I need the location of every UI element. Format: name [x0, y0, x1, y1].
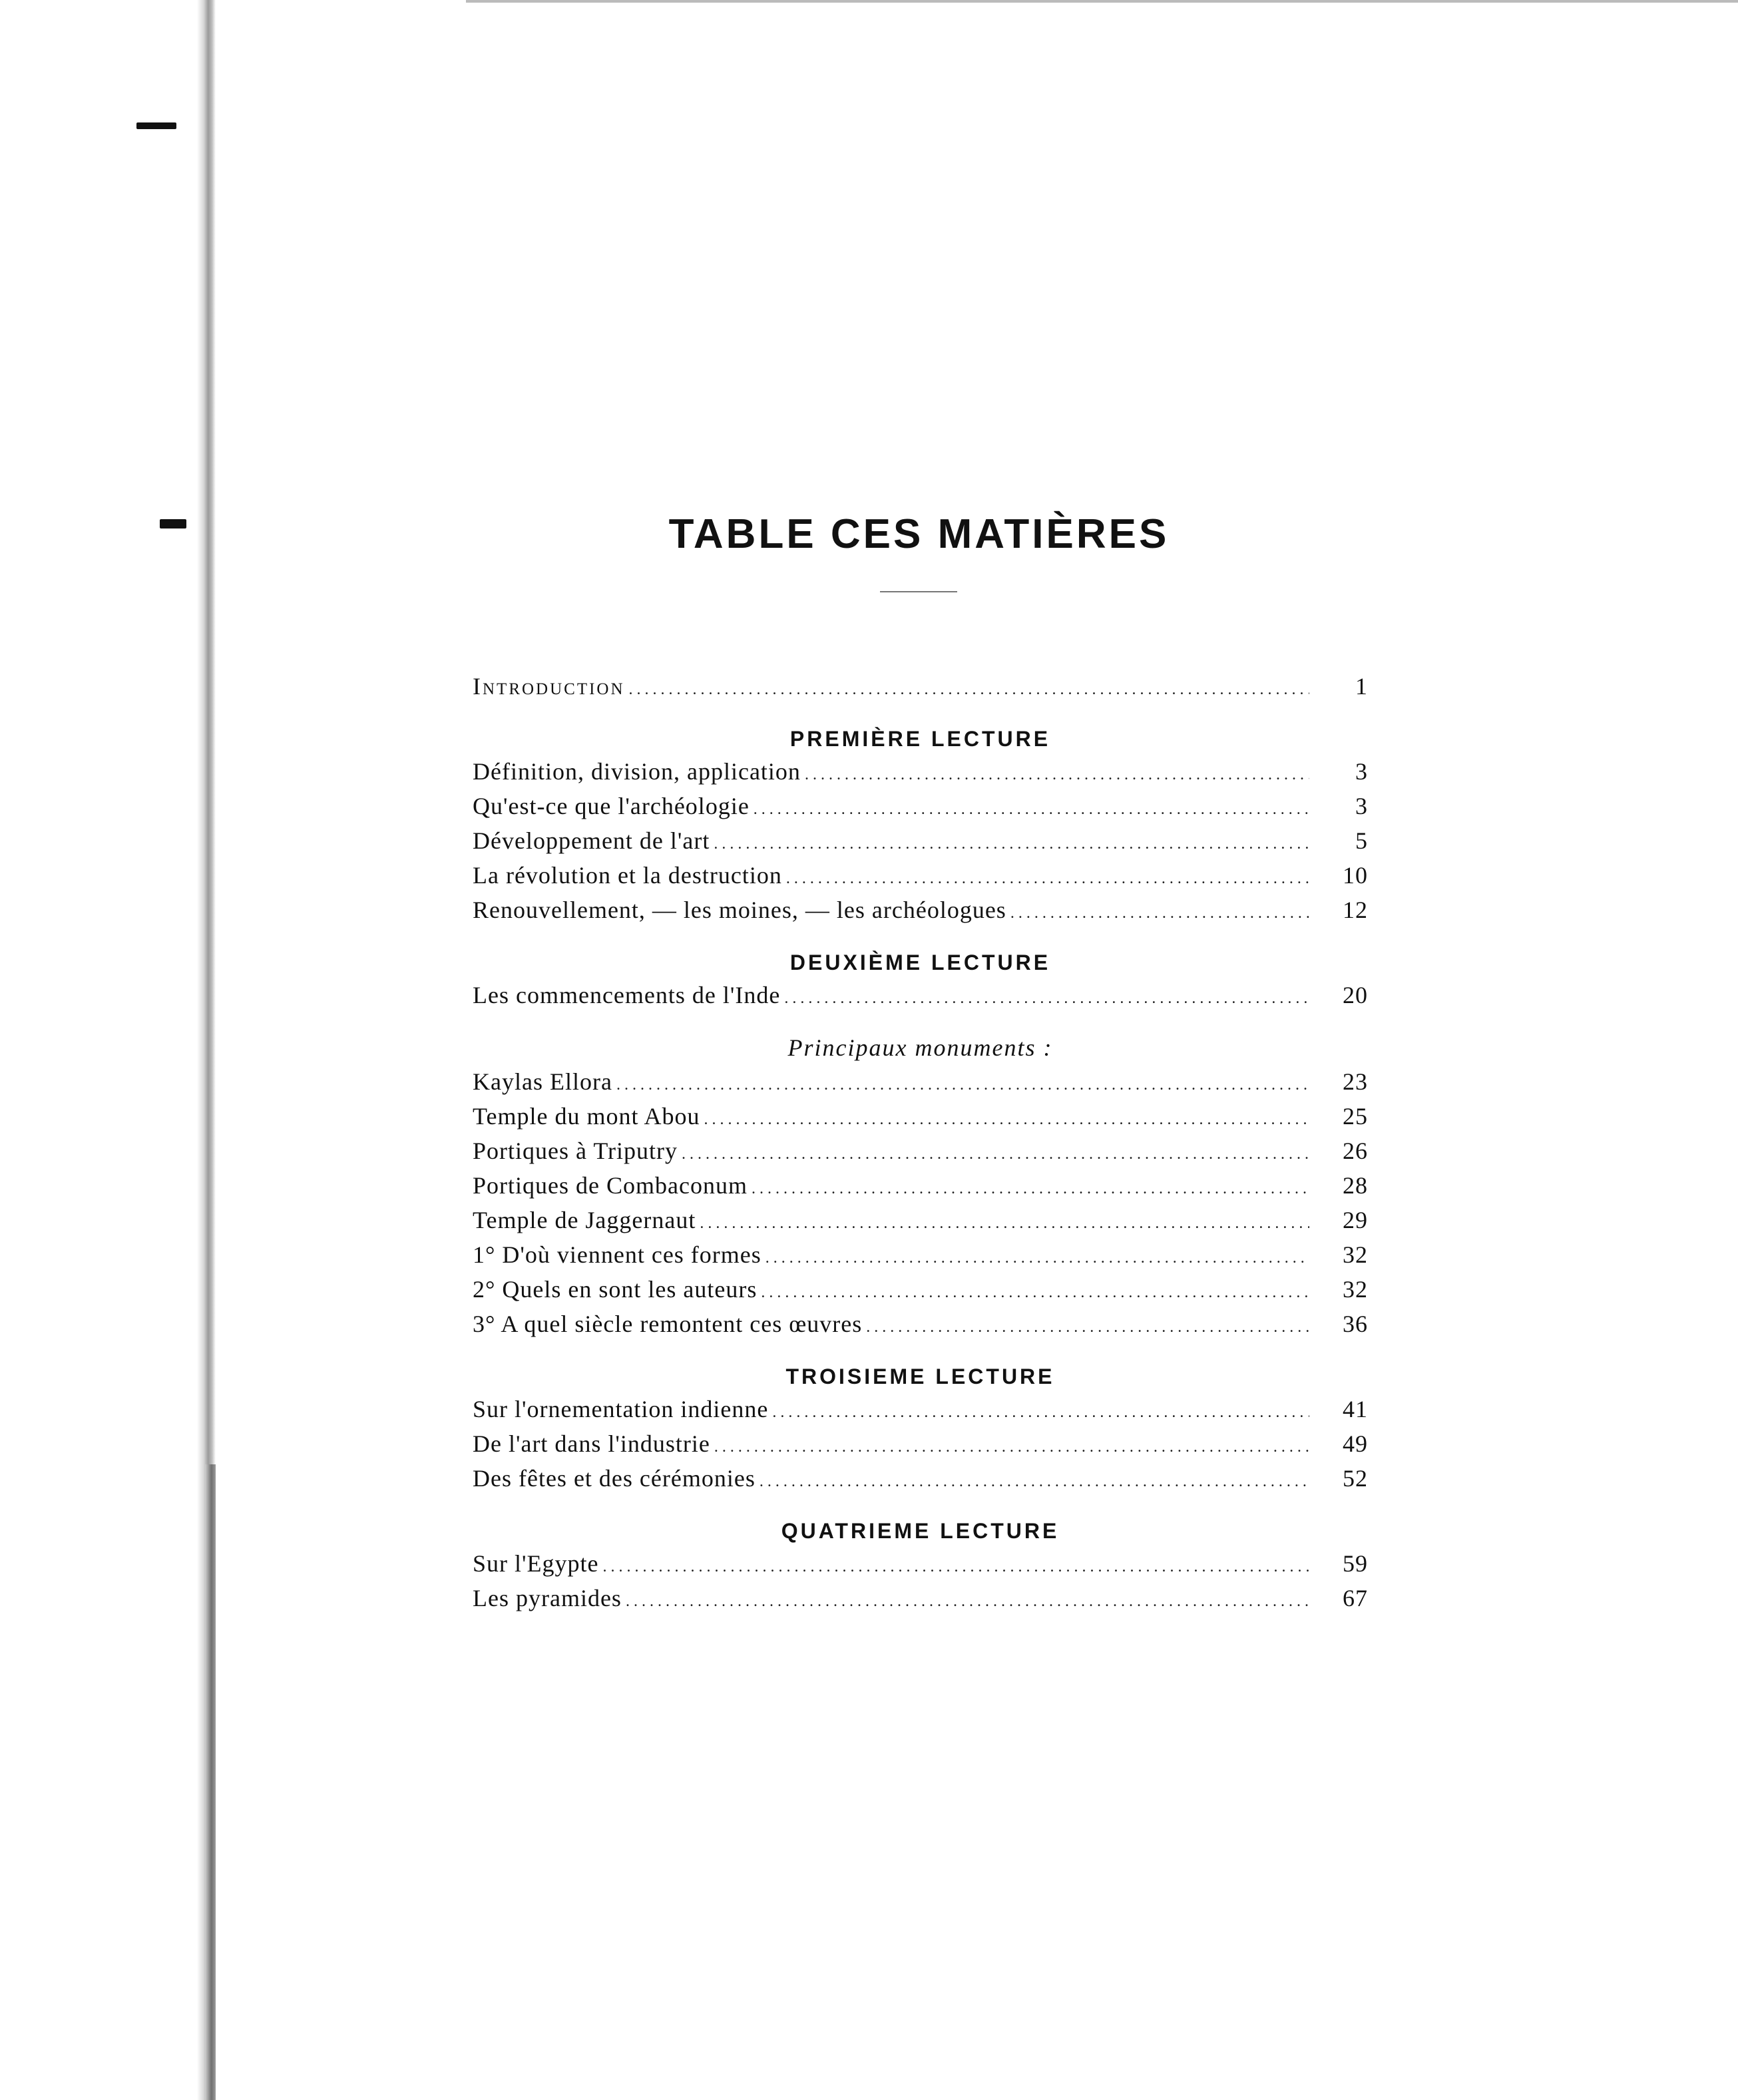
- toc-entry-page: 5: [1355, 827, 1368, 854]
- toc-entry-label: Portiques de Combaconum: [473, 1172, 748, 1199]
- dot-leader: [602, 1550, 1309, 1577]
- toc-entry-label: Des fêtes et des cérémonies: [473, 1465, 756, 1492]
- toc-entry: [473, 1102, 1368, 1137]
- toc-entry-label: De l'art dans l'industrie: [473, 1430, 710, 1457]
- toc-entry: [473, 792, 1368, 827]
- toc-entry: [473, 1310, 1368, 1345]
- toc-entry-label: Temple du mont Abou: [473, 1103, 700, 1130]
- dot-leader: [682, 1137, 1309, 1165]
- toc-entry: [473, 1241, 1368, 1275]
- toc-entry-label: 1° D'où viennent ces formes: [473, 1241, 761, 1268]
- toc-entry-label: Définition, division, application: [473, 758, 801, 785]
- toc-entry: [473, 1068, 1368, 1102]
- toc-entry-page: 32: [1343, 1276, 1368, 1303]
- scan-mark: [136, 122, 176, 129]
- toc-entry-label: La révolution et la destruction: [473, 862, 782, 889]
- toc-entry-page: 26: [1343, 1138, 1368, 1164]
- dot-leader: [805, 757, 1309, 785]
- toc-entry: [473, 861, 1368, 896]
- toc-entry-page: 25: [1343, 1103, 1368, 1130]
- toc-entry-label: Introduction: [473, 673, 625, 700]
- toc-entry-page: 3: [1355, 793, 1368, 819]
- toc-entry-label: Sur l'ornementation indienne: [473, 1396, 769, 1422]
- toc-entry-page: 23: [1343, 1068, 1368, 1095]
- toc-entry: [473, 1395, 1368, 1430]
- title-rule: [880, 591, 957, 592]
- scan-top-edge: [466, 0, 1738, 3]
- toc-entry-page: 10: [1343, 862, 1368, 889]
- toc-entry-label: Les pyramides: [473, 1585, 622, 1611]
- toc-entry-page: 36: [1343, 1311, 1368, 1337]
- dot-leader: [700, 1206, 1309, 1234]
- toc-entry-page: 49: [1343, 1430, 1368, 1457]
- toc-entry-page: 20: [1343, 982, 1368, 1008]
- table-of-contents: [473, 672, 1368, 1619]
- toc-entry-label: Qu'est-ce que l'archéologie: [473, 793, 750, 819]
- toc-entry: [473, 1275, 1368, 1310]
- dot-leader: [704, 1102, 1309, 1130]
- toc-entry: [473, 981, 1368, 1016]
- dot-leader: [754, 792, 1309, 820]
- dot-leader: [761, 1275, 1309, 1303]
- toc-entry: [473, 1550, 1368, 1584]
- toc-entry: [473, 1206, 1368, 1241]
- section-heading: TROISIEME LECTURE: [785, 1365, 1055, 1388]
- toc-entry-introduction: [473, 672, 1368, 707]
- toc-entry-label: Sur l'Egypte: [473, 1550, 599, 1577]
- toc-entry-page: 59: [1343, 1550, 1368, 1577]
- scan-gutter-dark: [205, 1464, 216, 2100]
- toc-entry-label: Temple de Jaggernaut: [473, 1207, 696, 1233]
- toc-entry: [473, 757, 1368, 792]
- toc-entry-label: 3° A quel siècle remontent ces œuvres: [473, 1311, 863, 1337]
- dot-leader: [1010, 896, 1309, 924]
- toc-entry: [473, 827, 1368, 861]
- page-title: TABLE CES MATIÈRES: [668, 511, 1170, 557]
- toc-entry-page: 41: [1343, 1396, 1368, 1422]
- dot-leader: [866, 1310, 1309, 1338]
- dot-leader: [629, 672, 1309, 700]
- toc-entry-page: 3: [1355, 758, 1368, 785]
- toc-entry-page: 29: [1343, 1207, 1368, 1233]
- toc-entry-page: 28: [1343, 1172, 1368, 1199]
- toc-entry-page: 52: [1343, 1465, 1368, 1492]
- toc-entry: [473, 1464, 1368, 1499]
- toc-entry-page: 32: [1343, 1241, 1368, 1268]
- toc-entry-label: Renouvellement, — les moines, — les archéologues: [473, 897, 1006, 923]
- section-heading: PREMIÈRE LECTURE: [789, 727, 1051, 751]
- toc-entry-page: 67: [1343, 1585, 1368, 1611]
- toc-entry: [473, 1584, 1368, 1619]
- dot-leader: [626, 1584, 1309, 1612]
- dot-leader: [784, 981, 1309, 1009]
- section-heading: QUATRIEME LECTURE: [781, 1519, 1060, 1543]
- toc-entry-page: 1: [1355, 673, 1368, 700]
- dot-leader: [752, 1171, 1309, 1199]
- toc-entry-label: Développement de l'art: [473, 827, 710, 854]
- toc-entry-label: Les commencements de l'Inde: [473, 982, 781, 1008]
- toc-entry-label: Portiques à Triputry: [473, 1138, 678, 1164]
- dot-leader: [714, 827, 1309, 855]
- dot-leader: [786, 861, 1309, 889]
- dot-leader: [765, 1241, 1309, 1269]
- toc-entry-page: 12: [1343, 897, 1368, 923]
- section-heading: DEUXIÈME LECTURE: [789, 950, 1051, 974]
- toc-entry: [473, 1171, 1368, 1206]
- toc-entry: [473, 1137, 1368, 1171]
- toc-entry-label: Kaylas Ellora: [473, 1068, 612, 1095]
- dot-leader: [760, 1464, 1309, 1492]
- dot-leader: [616, 1068, 1309, 1096]
- dot-leader: [714, 1430, 1309, 1458]
- subsection-heading: Principaux monuments :: [787, 1034, 1053, 1061]
- toc-entry: [473, 1430, 1368, 1464]
- toc-entry: [473, 896, 1368, 931]
- dot-leader: [772, 1395, 1309, 1423]
- toc-entry-label: 2° Quels en sont les auteurs: [473, 1276, 758, 1303]
